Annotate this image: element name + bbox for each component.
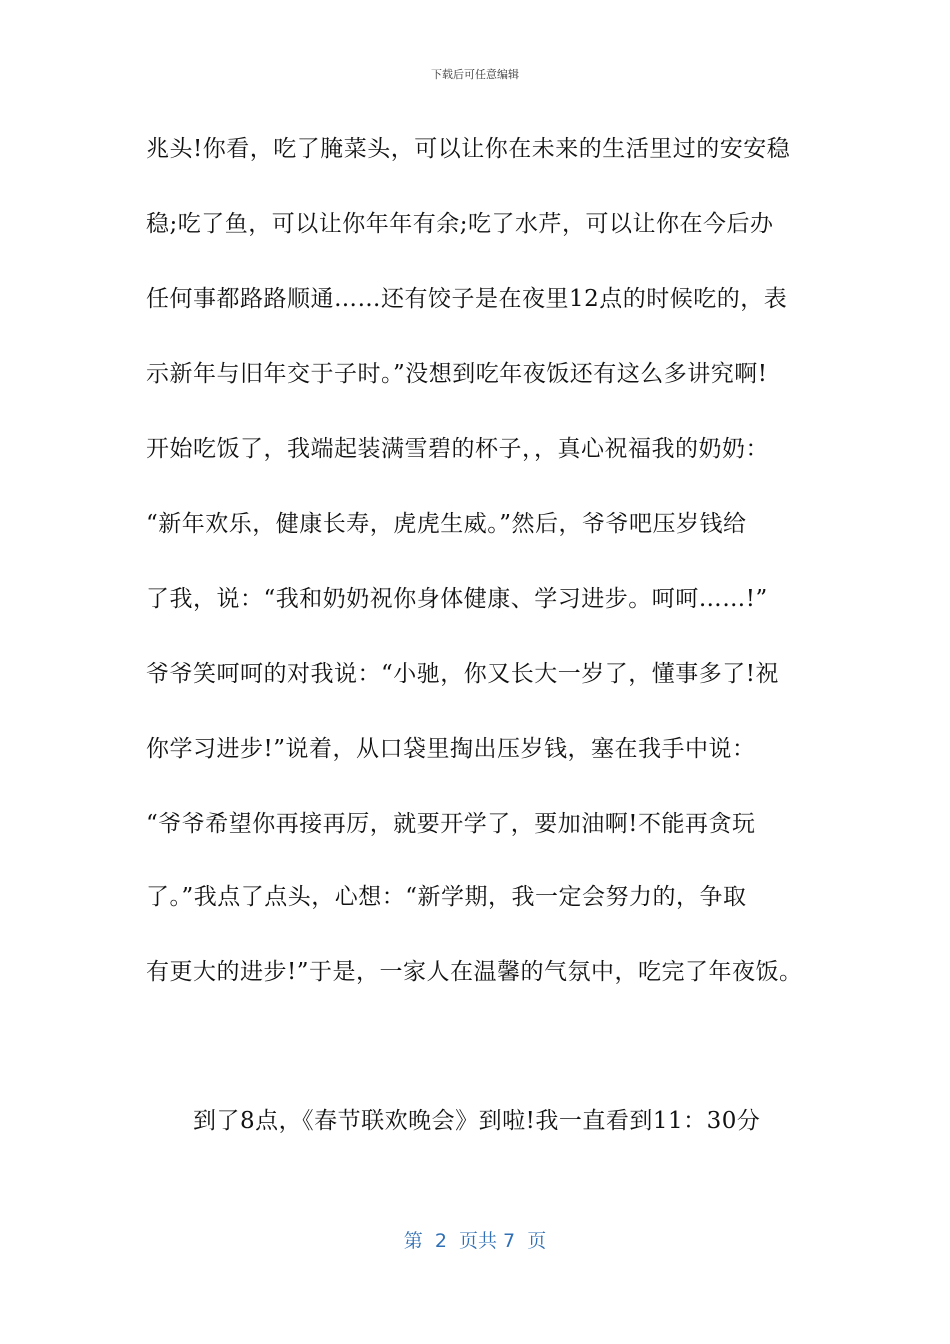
page-header: 下载后可任意编辑 xyxy=(431,68,519,81)
body-line-5: 开始吃饭了，我端起装满雪碧的杯子，，真心祝福我的奶奶： xyxy=(146,436,769,462)
body-line-6: “新年欢乐，健康长寿，虎虎生威。”然后，爷爷吧压岁钱给 xyxy=(146,511,747,537)
body-line-9: 你学习进步!”说着，从口袋里掏出压岁钱，塞在我手中说： xyxy=(146,736,756,762)
body-line-3: 任何事都路路顺通……还有饺子是在夜里12点的时候吃的，表 xyxy=(146,286,788,312)
body-line-8: 爷爷笑呵呵的对我说：“小驰，你又长大一岁了，懂事多了!祝 xyxy=(146,661,780,687)
body-line-2: 稳;吃了鱼，可以让你年年有余;吃了水芹，可以让你在今后办 xyxy=(146,211,774,237)
body-line-12: 有更大的进步!”于是，一家人在温馨的气氛中，吃完了年夜饭。 xyxy=(146,959,803,985)
paragraph-2-line: 到了8点，《春节联欢晚会》到啦!我一直看到11：30分 xyxy=(193,1108,761,1134)
body-line-4: 示新年与旧年交于子时。”没想到吃年夜饭还有这么多讲究啊! xyxy=(146,361,768,387)
body-line-10: “爷爷希望你再接再厉，就要开学了，要加油啊!不能再贪玩 xyxy=(146,811,756,837)
body-line-1: 兆头!你看，吃了腌菜头，可以让你在未来的生活里过的安安稳 xyxy=(146,136,791,162)
body-line-7: 了我，说：“我和奶奶祝你身体健康、学习进步。呵呵……!” xyxy=(146,586,768,612)
page-number-footer: 第 2 页共 7 页 xyxy=(403,1230,547,1252)
body-line-11: 了。”我点了点头，心想：“新学期，我一定会努力的，争取 xyxy=(146,884,747,910)
